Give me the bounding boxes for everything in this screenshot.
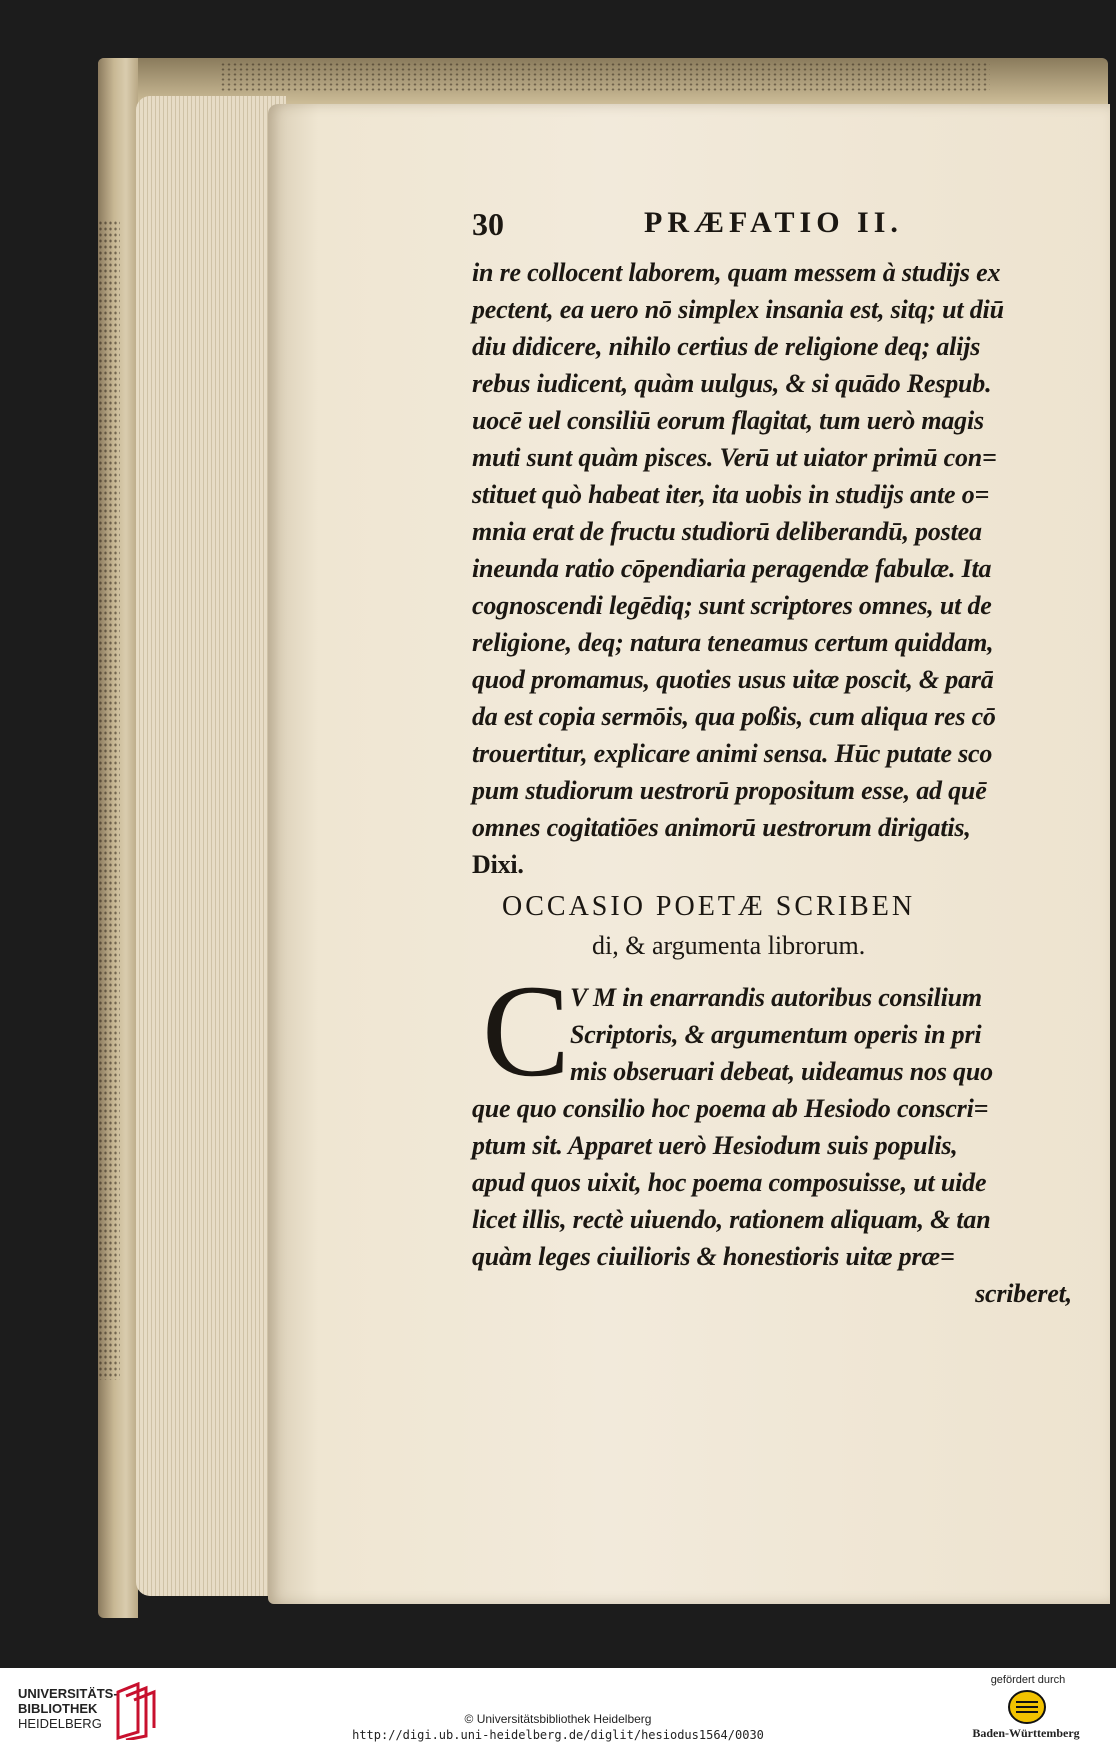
text-line: mis obseruari debeat, uideamus nos quo	[570, 1057, 993, 1086]
page-text	[472, 198, 1072, 1312]
library-name-line3: HEIDELBERG	[18, 1716, 102, 1731]
text-line: apud quos uixit, hoc poema composuisse, ut uide	[472, 1168, 987, 1197]
text-line: quàm leges ciuilioris & honestioris uitæ præ=	[472, 1242, 955, 1271]
text-line: que quo consilio hoc poema ab Hesiodo conscri=	[472, 1094, 989, 1123]
text-line: in re collocent laborem, quam messem à studijs ex	[472, 258, 1001, 287]
text-line: da est copia sermōis, qua poßis, cum aliqua res cō	[472, 702, 996, 731]
catchword: scriberet,	[975, 1279, 1072, 1308]
running-head: PRÆFATIO II.	[644, 206, 903, 239]
text-line: cognoscendi legēdiq; sunt scriptores omnes, ut de	[472, 591, 992, 620]
paragraph-preface-end	[472, 254, 1072, 883]
text-line: diu didicere, nihilo certius de religione deq; alijs	[472, 332, 981, 361]
text-line: V M in enarrandis autoribus consilium	[570, 983, 982, 1012]
text-line: uocē uel consiliū eorum flagitat, tum uerò magis	[472, 406, 984, 435]
cover-marbling	[220, 62, 990, 92]
text-line: pum studiorum uestrorū propositum esse, ad quē	[472, 776, 987, 805]
text-line: Scriptoris, & argumentum operis in pri	[570, 1020, 982, 1049]
text-line: omnes cogitatiōes animorū uestrorum dirigatis,	[472, 813, 971, 842]
footer-bar	[0, 1668, 1116, 1748]
paragraph-occasio	[472, 957, 1072, 1312]
text-line: licet illis, rectè uiuendo, rationem aliquam, & tan	[472, 1205, 991, 1234]
library-name-line2: BIBLIOTHEK	[18, 1701, 98, 1716]
copyright-notice: © Universitätsbibliothek Heidelberg	[464, 1712, 652, 1726]
text-line: mnia erat de fructu studiorū deliberandū, postea	[472, 517, 982, 546]
page-stack-edges	[136, 96, 286, 1596]
spine-marbling	[98, 220, 120, 1380]
page-header	[472, 198, 1072, 254]
text-line: rebus iudicent, quàm uulgus, & si quādo Respub.	[472, 369, 992, 398]
section-subheading: di, & argumenta librorum.	[592, 931, 866, 960]
permalink-url[interactable]: http://digi.ub.uni-heidelberg.de/diglit/hesiodus1564/0030	[352, 1728, 764, 1742]
text-line: quod promamus, quoties usus uitæ poscit, & parā	[472, 665, 994, 694]
text-line: muti sunt quàm pisces. Verū ut uiator primū con=	[472, 443, 997, 472]
text-line: trouertitur, explicare animi sensa. Hūc putate sco	[472, 739, 993, 768]
text-line: religione, deq; natura teneamus certum quiddam,	[472, 628, 994, 657]
baden-wuerttemberg-emblem-icon	[1008, 1690, 1046, 1724]
library-name-line1: UNIVERSITÄTS-	[18, 1686, 118, 1701]
funded-by-label: gefördert durch	[990, 1674, 1066, 1686]
text-line: pectent, ea uero nō simplex insania est, sitq; ut diū	[472, 295, 1004, 324]
section-heading: OCCASIO POETÆ SCRIBEN	[502, 891, 916, 922]
text-line-dixi: Dixi.	[472, 850, 524, 879]
text-line: ineunda ratio cōpendiaria peragendæ fabulæ. Ita	[472, 554, 992, 583]
drop-cap: C	[482, 957, 571, 1104]
page-number: 30	[472, 206, 504, 242]
text-line: ptum sit. Apparet uerò Hesiodum suis populis,	[472, 1131, 958, 1160]
text-line: stituet quò habeat iter, ita uobis in studijs ante o=	[472, 480, 990, 509]
funder-name: Baden-Württemberg	[972, 1726, 1080, 1740]
